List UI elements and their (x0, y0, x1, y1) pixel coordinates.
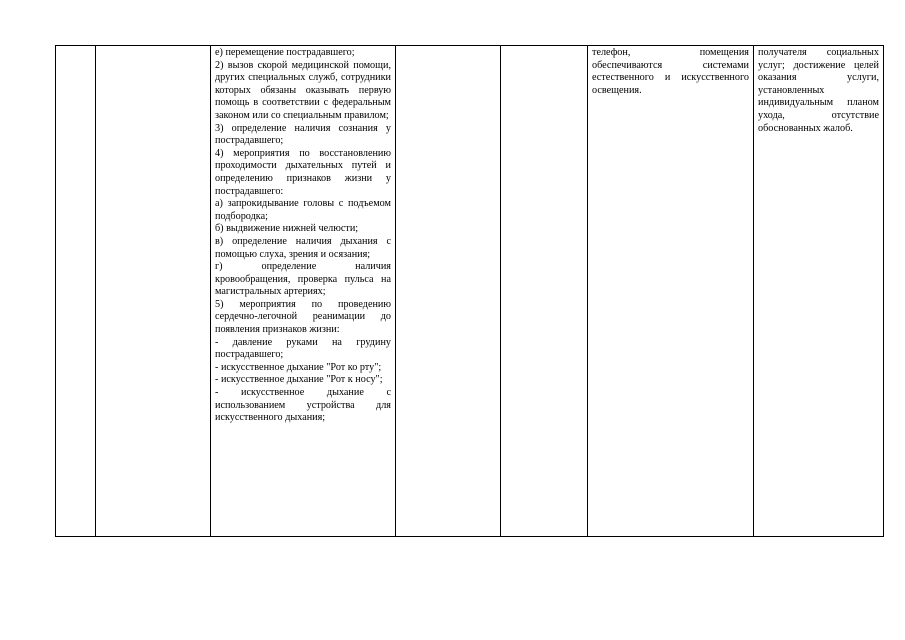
description-item: а) запрокидывание головы с подъемом подбородка; (215, 198, 391, 222)
description-item: 2) вызов скорой медицинской помощи, других специальных служб, сотрудники которых обязаны оказывать первую помощь в соответствии с федеральным законом или со специальным правилом; (215, 59, 391, 121)
description-item: в) определение наличия дыхания с помощью слуха, зрения и осязания; (215, 235, 391, 260)
cell-quality-indicators: получателя социальных услуг; достижение целей оказания услуги, установленных индивидуальным планом ухода, отсутствие обоснованных жалоб. (754, 46, 884, 537)
description-item: е) перемещение пострадавшего; (215, 47, 355, 58)
cell-term (396, 46, 501, 537)
description-list (215, 47, 391, 425)
description-item: 3) определение наличия сознания у пострадавшего; (215, 122, 391, 147)
description-item: 5) мероприятия по проведению сердечно-легочной реанимации до появления признаков жизни: (215, 298, 391, 336)
description-item: - искусственное дыхание с использованием устройства для искусственного дыхания; (215, 387, 391, 424)
cell-service-name (96, 46, 211, 537)
description-item: - давление руками на грудину пострадавшего; (215, 336, 391, 361)
description-item: г) определение наличия кровообращения, проверка пульса на магистральных артериях; (215, 261, 391, 298)
services-table (55, 45, 884, 537)
cell-standard (501, 46, 588, 537)
description-item: - искусственное дыхание "Рот к носу"; (215, 374, 383, 386)
cell-service-description (211, 46, 396, 537)
table-row (56, 46, 884, 537)
cell-conditions: телефон, помещения обеспечиваются системами естественного и искусственного освещения. (588, 46, 754, 537)
description-item: б) выдвижение нижней челюсти; (215, 223, 359, 235)
cell-number (56, 46, 96, 537)
description-item: 4) мероприятия по восстановлению проходимости дыхательных путей и определению признаков жизни у пострадавшего: (215, 147, 391, 197)
description-item: - искусственное дыхание "Рот ко рту"; (215, 361, 382, 373)
